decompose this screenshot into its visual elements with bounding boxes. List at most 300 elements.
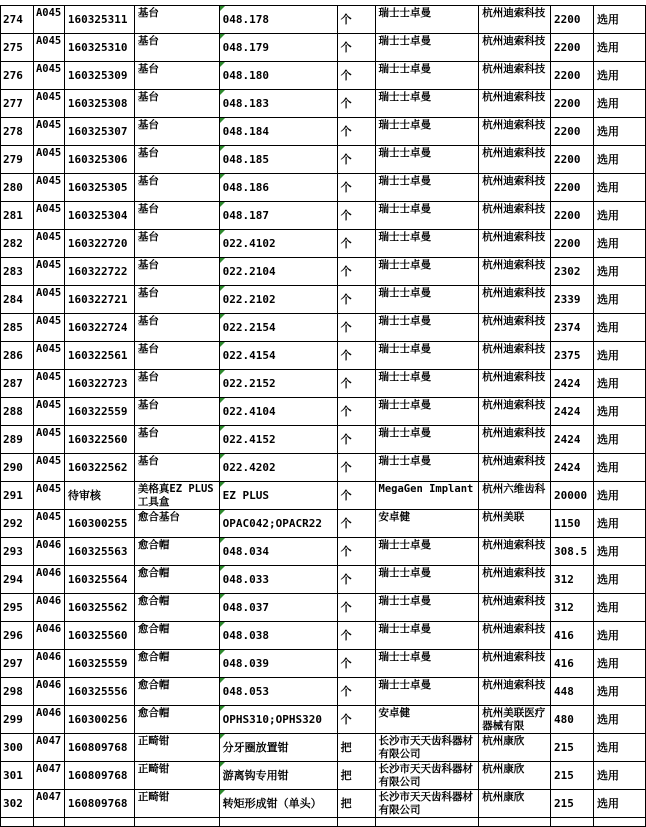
cell-unit[interactable]: 个 [337, 482, 375, 510]
cell-item-name[interactable]: 正畸钳 [134, 734, 219, 762]
cell-category[interactable]: A045 [33, 34, 64, 62]
cell-supplier[interactable]: 杭州迪索科技 [479, 678, 551, 706]
cell-supplier[interactable]: 杭州迪索科技 [479, 258, 551, 286]
cell-spec[interactable]: 022.4102 [219, 230, 337, 258]
cell-price[interactable]: 215 [551, 790, 594, 818]
cell-code[interactable]: 160322724 [64, 314, 134, 342]
cell-spec[interactable]: 022.4152 [219, 426, 337, 454]
cell-unit[interactable]: 个 [337, 650, 375, 678]
cell-code[interactable]: 160322562 [64, 454, 134, 482]
cell-status[interactable]: 选用 [594, 566, 646, 594]
cell-supplier[interactable]: 杭州美联 [479, 510, 551, 538]
cell-code[interactable]: 160322560 [64, 426, 134, 454]
cell-unit[interactable]: 个 [337, 706, 375, 734]
cell-code[interactable]: 160322721 [64, 286, 134, 314]
cell-supplier[interactable]: 杭州迪索科技 [479, 174, 551, 202]
cell-brand[interactable]: 长沙市天天齿科器材有限公司 [375, 762, 479, 790]
cell-row-number[interactable]: 286 [1, 342, 34, 370]
cell-price[interactable]: 2339 [551, 286, 594, 314]
cell-unit[interactable]: 个 [337, 146, 375, 174]
cell-price[interactable]: 2200 [551, 174, 594, 202]
cell-brand[interactable]: 瑞士士卓曼 [375, 34, 479, 62]
cell-supplier[interactable]: 杭州迪索科技 [479, 118, 551, 146]
cell-status[interactable]: 选用 [594, 258, 646, 286]
cell-spec[interactable]: 048.038 [219, 622, 337, 650]
cell-brand[interactable]: 瑞士士卓曼 [375, 174, 479, 202]
cell-status[interactable]: 选用 [594, 34, 646, 62]
cell-category[interactable]: A045 [33, 174, 64, 202]
cell-item-name[interactable]: 基台 [134, 398, 219, 426]
cell-row-number[interactable]: 279 [1, 146, 34, 174]
cell-spec[interactable]: 048.034 [219, 538, 337, 566]
cell-unit[interactable]: 个 [337, 370, 375, 398]
cell-price[interactable]: 2424 [551, 370, 594, 398]
cell-status[interactable]: 选用 [594, 510, 646, 538]
empty-cell[interactable] [375, 818, 479, 827]
cell-item-name[interactable]: 基台 [134, 342, 219, 370]
cell-category[interactable]: A045 [33, 90, 64, 118]
cell-price[interactable]: 308.5 [551, 538, 594, 566]
cell-row-number[interactable]: 289 [1, 426, 34, 454]
cell-supplier[interactable]: 杭州迪索科技 [479, 538, 551, 566]
cell-price[interactable]: 2200 [551, 118, 594, 146]
cell-price[interactable]: 448 [551, 678, 594, 706]
cell-row-number[interactable]: 278 [1, 118, 34, 146]
cell-row-number[interactable]: 274 [1, 6, 34, 34]
cell-row-number[interactable]: 292 [1, 510, 34, 538]
cell-supplier[interactable]: 杭州迪索科技 [479, 454, 551, 482]
cell-spec[interactable]: 022.4104 [219, 398, 337, 426]
cell-price[interactable]: 2424 [551, 398, 594, 426]
cell-unit[interactable]: 个 [337, 286, 375, 314]
cell-code[interactable]: 160809768 [64, 790, 134, 818]
cell-row-number[interactable]: 296 [1, 622, 34, 650]
cell-category[interactable]: A047 [33, 734, 64, 762]
cell-price[interactable]: 2200 [551, 90, 594, 118]
cell-item-name[interactable]: 基台 [134, 258, 219, 286]
cell-supplier[interactable]: 杭州迪索科技 [479, 90, 551, 118]
cell-supplier[interactable]: 杭州迪索科技 [479, 202, 551, 230]
cell-category[interactable]: A045 [33, 454, 64, 482]
cell-price[interactable]: 1150 [551, 510, 594, 538]
cell-row-number[interactable]: 284 [1, 286, 34, 314]
cell-supplier[interactable]: 杭州康欣 [479, 790, 551, 818]
cell-row-number[interactable]: 301 [1, 762, 34, 790]
cell-price[interactable]: 480 [551, 706, 594, 734]
cell-status[interactable]: 选用 [594, 90, 646, 118]
cell-price[interactable]: 2200 [551, 6, 594, 34]
cell-item-name[interactable]: 愈合帽 [134, 594, 219, 622]
empty-cell[interactable] [337, 818, 375, 827]
cell-spec[interactable]: OPHS310;OPHS320 [219, 706, 337, 734]
cell-spec[interactable]: 022.2152 [219, 370, 337, 398]
cell-item-name[interactable]: 美格真EZ PLUS工具盒 [134, 482, 219, 510]
cell-brand[interactable]: 瑞士士卓曼 [375, 454, 479, 482]
cell-spec[interactable]: 048.183 [219, 90, 337, 118]
cell-unit[interactable]: 个 [337, 230, 375, 258]
cell-code[interactable]: 160325311 [64, 6, 134, 34]
cell-category[interactable]: A046 [33, 566, 64, 594]
cell-code[interactable]: 160300255 [64, 510, 134, 538]
cell-brand[interactable]: 瑞士士卓曼 [375, 678, 479, 706]
cell-status[interactable]: 选用 [594, 790, 646, 818]
cell-code[interactable]: 160322561 [64, 342, 134, 370]
cell-row-number[interactable]: 294 [1, 566, 34, 594]
cell-brand[interactable]: 瑞士士卓曼 [375, 286, 479, 314]
cell-price[interactable]: 2200 [551, 62, 594, 90]
cell-code[interactable]: 160325564 [64, 566, 134, 594]
cell-item-name[interactable]: 基台 [134, 370, 219, 398]
cell-brand[interactable]: 瑞士士卓曼 [375, 314, 479, 342]
cell-category[interactable]: A047 [33, 790, 64, 818]
cell-supplier[interactable]: 杭州康欣 [479, 734, 551, 762]
cell-brand[interactable]: 瑞士士卓曼 [375, 62, 479, 90]
cell-unit[interactable]: 个 [337, 510, 375, 538]
cell-brand[interactable]: 瑞士士卓曼 [375, 622, 479, 650]
cell-unit[interactable]: 个 [337, 34, 375, 62]
cell-supplier[interactable]: 杭州迪索科技 [479, 650, 551, 678]
cell-unit[interactable]: 个 [337, 62, 375, 90]
cell-spec[interactable]: OPAC042;OPACR22 [219, 510, 337, 538]
cell-brand[interactable]: 长沙市天天齿科器材有限公司 [375, 734, 479, 762]
cell-category[interactable]: A045 [33, 258, 64, 286]
cell-unit[interactable]: 把 [337, 790, 375, 818]
cell-status[interactable]: 选用 [594, 426, 646, 454]
cell-item-name[interactable]: 正畸钳 [134, 762, 219, 790]
cell-status[interactable]: 选用 [594, 370, 646, 398]
cell-code[interactable]: 160322723 [64, 370, 134, 398]
cell-brand[interactable]: 瑞士士卓曼 [375, 202, 479, 230]
cell-code[interactable]: 160325559 [64, 650, 134, 678]
cell-spec[interactable]: 022.2102 [219, 286, 337, 314]
cell-supplier[interactable]: 杭州迪索科技 [479, 594, 551, 622]
cell-unit[interactable]: 个 [337, 678, 375, 706]
cell-unit[interactable]: 个 [337, 118, 375, 146]
cell-unit[interactable]: 个 [337, 90, 375, 118]
cell-item-name[interactable]: 愈合基台 [134, 510, 219, 538]
cell-status[interactable]: 选用 [594, 230, 646, 258]
cell-row-number[interactable]: 299 [1, 706, 34, 734]
cell-status[interactable]: 选用 [594, 538, 646, 566]
cell-brand[interactable]: 安卓健 [375, 706, 479, 734]
cell-brand[interactable]: MegaGen Implant [375, 482, 479, 510]
cell-price[interactable]: 416 [551, 650, 594, 678]
empty-cell[interactable] [1, 818, 34, 827]
cell-brand[interactable]: 长沙市天天齿科器材有限公司 [375, 790, 479, 818]
cell-supplier[interactable]: 杭州迪索科技 [479, 566, 551, 594]
cell-spec[interactable]: 048.039 [219, 650, 337, 678]
cell-spec[interactable]: 048.184 [219, 118, 337, 146]
cell-supplier[interactable]: 杭州康欣 [479, 762, 551, 790]
cell-code[interactable]: 160325310 [64, 34, 134, 62]
cell-spec[interactable]: 022.4154 [219, 342, 337, 370]
cell-category[interactable]: A046 [33, 622, 64, 650]
cell-price[interactable]: 215 [551, 762, 594, 790]
cell-status[interactable]: 选用 [594, 174, 646, 202]
cell-supplier[interactable]: 杭州迪索科技 [479, 230, 551, 258]
cell-supplier[interactable]: 杭州迪索科技 [479, 370, 551, 398]
cell-category[interactable]: A045 [33, 118, 64, 146]
cell-supplier[interactable]: 杭州迪索科技 [479, 62, 551, 90]
cell-spec[interactable]: 048.053 [219, 678, 337, 706]
cell-row-number[interactable]: 283 [1, 258, 34, 286]
cell-row-number[interactable]: 288 [1, 398, 34, 426]
cell-item-name[interactable]: 基台 [134, 118, 219, 146]
cell-supplier[interactable]: 杭州迪索科技 [479, 6, 551, 34]
cell-brand[interactable]: 瑞士士卓曼 [375, 398, 479, 426]
cell-category[interactable]: A045 [33, 286, 64, 314]
cell-row-number[interactable]: 280 [1, 174, 34, 202]
cell-price[interactable]: 2200 [551, 146, 594, 174]
cell-code[interactable]: 160322720 [64, 230, 134, 258]
cell-brand[interactable]: 瑞士士卓曼 [375, 426, 479, 454]
cell-supplier[interactable]: 杭州六维齿科 [479, 482, 551, 510]
cell-row-number[interactable]: 297 [1, 650, 34, 678]
cell-code[interactable]: 160325560 [64, 622, 134, 650]
empty-cell[interactable] [479, 818, 551, 827]
cell-spec[interactable]: 048.185 [219, 146, 337, 174]
cell-price[interactable]: 215 [551, 734, 594, 762]
empty-cell[interactable] [64, 818, 134, 827]
cell-status[interactable]: 选用 [594, 398, 646, 426]
cell-supplier[interactable]: 杭州迪索科技 [479, 342, 551, 370]
cell-category[interactable]: A045 [33, 398, 64, 426]
cell-item-name[interactable]: 愈合帽 [134, 538, 219, 566]
cell-spec[interactable]: 分牙圈放置钳 [219, 734, 337, 762]
cell-category[interactable]: A046 [33, 594, 64, 622]
cell-code[interactable]: 160325305 [64, 174, 134, 202]
cell-category[interactable]: A045 [33, 482, 64, 510]
cell-status[interactable]: 选用 [594, 314, 646, 342]
cell-code[interactable]: 160325556 [64, 678, 134, 706]
cell-spec[interactable]: 022.2154 [219, 314, 337, 342]
cell-code[interactable]: 160325562 [64, 594, 134, 622]
cell-item-name[interactable]: 愈合帽 [134, 678, 219, 706]
cell-status[interactable]: 选用 [594, 6, 646, 34]
cell-brand[interactable]: 瑞士士卓曼 [375, 538, 479, 566]
cell-code[interactable]: 160322722 [64, 258, 134, 286]
cell-price[interactable]: 2200 [551, 34, 594, 62]
cell-spec[interactable]: 048.037 [219, 594, 337, 622]
cell-code[interactable]: 160325306 [64, 146, 134, 174]
cell-unit[interactable]: 把 [337, 734, 375, 762]
cell-unit[interactable]: 个 [337, 566, 375, 594]
cell-item-name[interactable]: 基台 [134, 90, 219, 118]
cell-category[interactable]: A046 [33, 706, 64, 734]
cell-item-name[interactable]: 基台 [134, 62, 219, 90]
cell-unit[interactable]: 个 [337, 426, 375, 454]
cell-unit[interactable]: 个 [337, 622, 375, 650]
cell-brand[interactable]: 瑞士士卓曼 [375, 90, 479, 118]
cell-spec[interactable]: 游离钩专用钳 [219, 762, 337, 790]
cell-category[interactable]: A045 [33, 426, 64, 454]
cell-item-name[interactable]: 基台 [134, 34, 219, 62]
cell-status[interactable]: 选用 [594, 118, 646, 146]
cell-status[interactable]: 选用 [594, 762, 646, 790]
empty-cell[interactable] [33, 818, 64, 827]
empty-cell[interactable] [219, 818, 337, 827]
cell-price[interactable]: 2302 [551, 258, 594, 286]
empty-cell[interactable] [551, 818, 594, 827]
cell-category[interactable]: A046 [33, 650, 64, 678]
cell-code[interactable]: 待审核 [64, 482, 134, 510]
cell-row-number[interactable]: 291 [1, 482, 34, 510]
cell-unit[interactable]: 个 [337, 258, 375, 286]
cell-row-number[interactable]: 290 [1, 454, 34, 482]
cell-code[interactable]: 160325304 [64, 202, 134, 230]
cell-spec[interactable]: EZ PLUS [219, 482, 337, 510]
cell-unit[interactable]: 个 [337, 174, 375, 202]
cell-item-name[interactable]: 愈合帽 [134, 622, 219, 650]
cell-spec[interactable]: 048.033 [219, 566, 337, 594]
cell-spec[interactable]: 022.4202 [219, 454, 337, 482]
cell-item-name[interactable]: 正畸钳 [134, 790, 219, 818]
cell-category[interactable]: A045 [33, 510, 64, 538]
cell-row-number[interactable]: 295 [1, 594, 34, 622]
cell-category[interactable]: A045 [33, 6, 64, 34]
cell-code[interactable]: 160300256 [64, 706, 134, 734]
cell-category[interactable]: A045 [33, 62, 64, 90]
cell-code[interactable]: 160809768 [64, 762, 134, 790]
cell-item-name[interactable]: 愈合帽 [134, 706, 219, 734]
cell-price[interactable]: 2424 [551, 426, 594, 454]
cell-unit[interactable]: 个 [337, 594, 375, 622]
cell-brand[interactable]: 安卓健 [375, 510, 479, 538]
cell-brand[interactable]: 瑞士士卓曼 [375, 650, 479, 678]
cell-item-name[interactable]: 基台 [134, 314, 219, 342]
cell-category[interactable]: A045 [33, 342, 64, 370]
cell-code[interactable]: 160325309 [64, 62, 134, 90]
cell-status[interactable]: 选用 [594, 62, 646, 90]
cell-category[interactable]: A045 [33, 370, 64, 398]
cell-code[interactable]: 160325563 [64, 538, 134, 566]
cell-status[interactable]: 选用 [594, 202, 646, 230]
cell-spec[interactable]: 转矩形成钳（单头） [219, 790, 337, 818]
cell-row-number[interactable]: 277 [1, 90, 34, 118]
cell-row-number[interactable]: 298 [1, 678, 34, 706]
cell-status[interactable]: 选用 [594, 622, 646, 650]
cell-price[interactable]: 2200 [551, 202, 594, 230]
cell-unit[interactable]: 个 [337, 342, 375, 370]
cell-item-name[interactable]: 基台 [134, 286, 219, 314]
cell-spec[interactable]: 022.2104 [219, 258, 337, 286]
cell-brand[interactable]: 瑞士士卓曼 [375, 146, 479, 174]
cell-row-number[interactable]: 285 [1, 314, 34, 342]
cell-unit[interactable]: 个 [337, 454, 375, 482]
cell-item-name[interactable]: 基台 [134, 146, 219, 174]
cell-item-name[interactable]: 基台 [134, 426, 219, 454]
cell-price[interactable]: 312 [551, 566, 594, 594]
cell-unit[interactable]: 把 [337, 762, 375, 790]
cell-item-name[interactable]: 基台 [134, 454, 219, 482]
cell-category[interactable]: A045 [33, 146, 64, 174]
cell-category[interactable]: A045 [33, 314, 64, 342]
cell-row-number[interactable]: 275 [1, 34, 34, 62]
cell-spec[interactable]: 048.187 [219, 202, 337, 230]
cell-spec[interactable]: 048.186 [219, 174, 337, 202]
cell-price[interactable]: 2374 [551, 314, 594, 342]
cell-supplier[interactable]: 杭州迪索科技 [479, 146, 551, 174]
cell-brand[interactable]: 瑞士士卓曼 [375, 230, 479, 258]
cell-status[interactable]: 选用 [594, 650, 646, 678]
cell-supplier[interactable]: 杭州美联医疗器械有限 [479, 706, 551, 734]
cell-brand[interactable]: 瑞士士卓曼 [375, 118, 479, 146]
cell-item-name[interactable]: 愈合帽 [134, 650, 219, 678]
cell-code[interactable]: 160809768 [64, 734, 134, 762]
cell-item-name[interactable]: 基台 [134, 6, 219, 34]
cell-row-number[interactable]: 287 [1, 370, 34, 398]
cell-status[interactable]: 选用 [594, 342, 646, 370]
cell-price[interactable]: 2200 [551, 230, 594, 258]
cell-row-number[interactable]: 302 [1, 790, 34, 818]
cell-supplier[interactable]: 杭州迪索科技 [479, 398, 551, 426]
cell-unit[interactable]: 个 [337, 538, 375, 566]
cell-brand[interactable]: 瑞士士卓曼 [375, 594, 479, 622]
cell-code[interactable]: 160325307 [64, 118, 134, 146]
cell-spec[interactable]: 048.178 [219, 6, 337, 34]
cell-brand[interactable]: 瑞士士卓曼 [375, 258, 479, 286]
cell-brand[interactable]: 瑞士士卓曼 [375, 566, 479, 594]
cell-code[interactable]: 160325308 [64, 90, 134, 118]
empty-cell[interactable] [594, 818, 646, 827]
cell-unit[interactable]: 个 [337, 314, 375, 342]
cell-category[interactable]: A047 [33, 762, 64, 790]
cell-row-number[interactable]: 293 [1, 538, 34, 566]
cell-price[interactable]: 20000 [551, 482, 594, 510]
cell-spec[interactable]: 048.180 [219, 62, 337, 90]
cell-item-name[interactable]: 基台 [134, 174, 219, 202]
cell-status[interactable]: 选用 [594, 454, 646, 482]
cell-category[interactable]: A045 [33, 230, 64, 258]
cell-brand[interactable]: 瑞士士卓曼 [375, 370, 479, 398]
cell-status[interactable]: 选用 [594, 146, 646, 174]
cell-category[interactable]: A046 [33, 538, 64, 566]
cell-brand[interactable]: 瑞士士卓曼 [375, 342, 479, 370]
cell-status[interactable]: 选用 [594, 678, 646, 706]
cell-price[interactable]: 2424 [551, 454, 594, 482]
cell-supplier[interactable]: 杭州迪索科技 [479, 286, 551, 314]
cell-unit[interactable]: 个 [337, 6, 375, 34]
cell-status[interactable]: 选用 [594, 594, 646, 622]
cell-supplier[interactable]: 杭州迪索科技 [479, 34, 551, 62]
cell-category[interactable]: A046 [33, 678, 64, 706]
cell-price[interactable]: 416 [551, 622, 594, 650]
cell-supplier[interactable]: 杭州迪索科技 [479, 314, 551, 342]
cell-row-number[interactable]: 300 [1, 734, 34, 762]
empty-cell[interactable] [134, 818, 219, 827]
cell-supplier[interactable]: 杭州迪索科技 [479, 426, 551, 454]
cell-status[interactable]: 选用 [594, 482, 646, 510]
cell-code[interactable]: 160322559 [64, 398, 134, 426]
cell-spec[interactable]: 048.179 [219, 34, 337, 62]
cell-status[interactable]: 选用 [594, 286, 646, 314]
cell-unit[interactable]: 个 [337, 398, 375, 426]
cell-supplier[interactable]: 杭州迪索科技 [479, 622, 551, 650]
cell-item-name[interactable]: 愈合帽 [134, 566, 219, 594]
cell-item-name[interactable]: 基台 [134, 202, 219, 230]
cell-row-number[interactable]: 281 [1, 202, 34, 230]
cell-category[interactable]: A045 [33, 202, 64, 230]
cell-unit[interactable]: 个 [337, 202, 375, 230]
cell-brand[interactable]: 瑞士士卓曼 [375, 6, 479, 34]
cell-price[interactable]: 312 [551, 594, 594, 622]
cell-status[interactable]: 选用 [594, 734, 646, 762]
cell-row-number[interactable]: 282 [1, 230, 34, 258]
cell-price[interactable]: 2375 [551, 342, 594, 370]
cell-row-number[interactable]: 276 [1, 62, 34, 90]
cell-item-name[interactable]: 基台 [134, 230, 219, 258]
cell-status[interactable]: 选用 [594, 706, 646, 734]
